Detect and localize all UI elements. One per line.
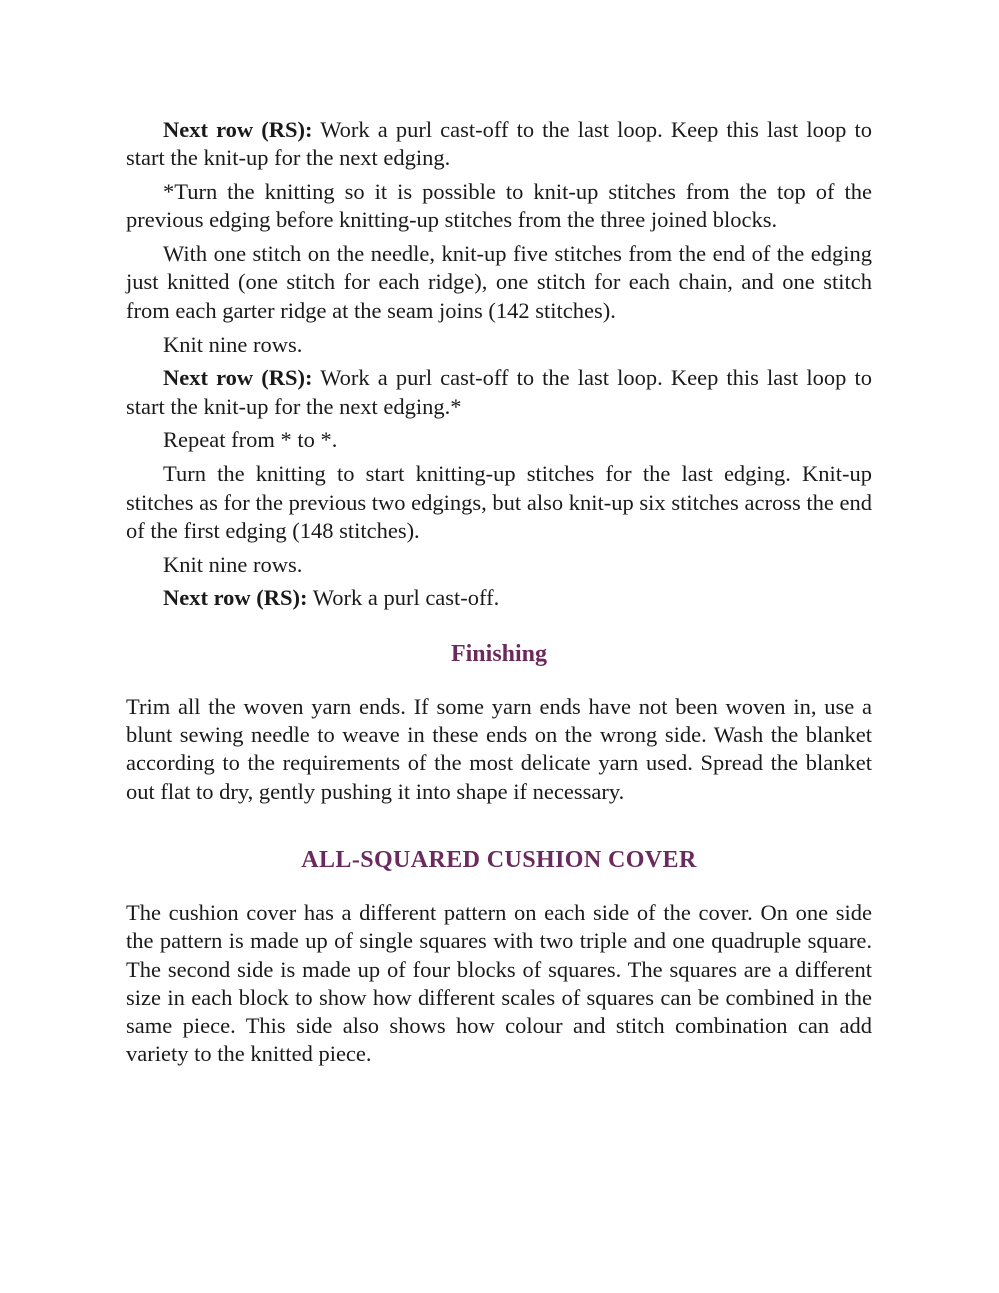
instruction-paragraph: Turn the knitting to start knitting-up stitches for the last edging. Knit-up stitches as for the previous two edgings, but also knit-up six stitches across the end of the first edging (148 stitches). xyxy=(126,461,872,543)
row-label: Next row (RS): xyxy=(163,365,313,391)
instruction-paragraph: *Turn the knitting so it is possible to knit-up stitches from the top of the previous edging before knitting-up stitches from the three joined blocks. xyxy=(126,179,872,233)
finishing-paragraph: Trim all the woven yarn ends. If some yarn ends have not been woven in, use a blunt sewing needle to weave in these ends on the wrong side. Wash the blanket according to the requirements of the most delicate yarn used. Spread the blanket out flat to dry, gently pushing it into shape if necessary. xyxy=(126,693,872,804)
instruction-text: Work a purl cast-off. xyxy=(307,585,500,611)
instruction-paragraph: Knit nine rows. xyxy=(163,331,303,357)
instruction-text: Work a purl cast-off to the last loop. Keep this last loop to start the knit-up for the next edging. xyxy=(126,117,872,171)
row-label: Next row (RS): xyxy=(163,117,313,142)
instruction-paragraph: With one stitch on the needle, knit-up five stitches from the end of the edging just knitted (one stitch for each ridge), one stitch for each chain, and one stitch from each garter ridge at the seam joins (142 stitches). xyxy=(126,241,872,323)
row-label: Next row (RS): xyxy=(163,585,308,611)
instruction-paragraph xyxy=(126,584,872,612)
finishing-heading: Finishing xyxy=(450,640,548,667)
instruction-paragraph xyxy=(126,364,872,421)
document-page xyxy=(126,116,872,1069)
instruction-paragraph: Knit nine rows. xyxy=(163,551,303,577)
instruction-text: Work a purl cast-off to the last loop. Keep this last loop to start the knit-up for the next edging.* xyxy=(126,365,872,419)
cushion-intro-paragraph: The cushion cover has a different pattern on each side of the cover. On one side the pattern is made up of single squares with two triple and one quadruple square. The second side is made up of four blocks of squares. The squares are a different size in each block to show how different scales of squares can be combined in the same piece. This side also shows how colour and stitch combination can add variety to the knitted piece. xyxy=(126,899,872,1067)
section-title: ALL-SQUARED CUSHION COVER xyxy=(301,846,697,873)
instruction-paragraph: Repeat from * to *. xyxy=(163,427,338,453)
instruction-paragraph xyxy=(126,116,872,173)
